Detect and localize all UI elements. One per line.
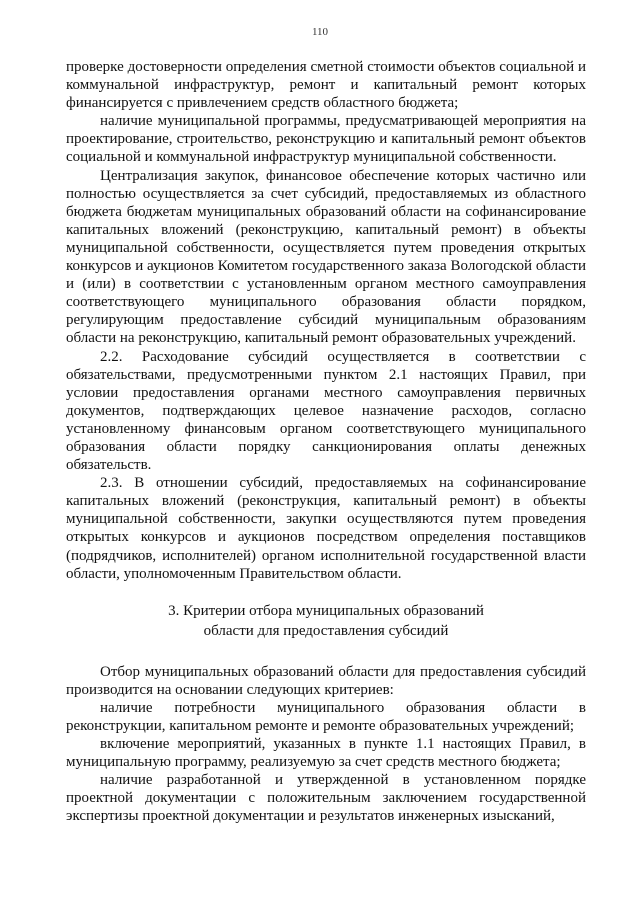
page-number: 110 [311,26,329,38]
section-heading-line-2: области для предоставления субсидий [203,622,449,639]
paragraph-continuation: проверке достоверности определения сметной стоимости объектов социальной и коммунальной инфраструктур, ремонт и капитальный ремонт которых финансируется с привлечением средств областного бюджета; [66,59,586,112]
document-body [66,58,586,826]
paragraph-program-criterion: наличие муниципальной программы, предусматривающей мероприятия на проектирование, строительство, реконструкцию и капитальный ремонт объектов социальной и коммунальной инфраструктур муниципальной собственности. [66,113,586,166]
paragraph-selection-intro: Отбор муниципальных образований области для предоставления субсидий производится на основании следующих критериев: [66,663,586,698]
paragraph-2-2: 2.2. Расходование субсидий осуществляется в соответствии с обязательствами, предусмотренными пунктом 2.1 настоящих Правил, при условии предоставления органами местного самоуправления первичных документов, подтверждающих целевое назначение расходов, согласно установленному финансовым органом соответствующего муниципального образования области порядку санкционирования оплаты денежных обязательств. [66,348,586,474]
section-heading-line-1: 3. Критерии отбора муниципальных образований [168,602,484,619]
paragraph-2-3: 2.3. В отношении субсидий, предоставляемых на софинансирование капитальных вложений (реконструкция, капитальный ремонт) в объекты муниципальной собственности, закупки осуществляются путем проведения открытых конкурсов и аукционов посредством определения поставщиков (подрядчиков, исполнителей) органом исполнительной государственной власти области, уполномоченным Правительством области. [66,475,586,582]
section-heading [66,601,586,641]
paragraph-criterion-program: включение мероприятий, указанных в пункте 1.1 настоящих Правил, в муниципальную программу, реализуемую за счет средств местного бюджета; [66,736,586,771]
paragraph-criterion-documentation: наличие разработанной и утвержденной в установленном порядке проектной документации с положительным заключением государственной экспертизы проектной документации и результатов инженерных изысканий, [66,772,586,825]
paragraph-procurement-centralization: Централизация закупок, финансовое обеспечение которых частично или полностью осуществляется за счет субсидий, предоставляемых из областного бюджета бюджетам муниципальных образований области на софинансирование капитальных вложений (реконструкцию, капитальный ремонт) в объекты муниципальной собственности, осуществляется путем проведения открытых конкурсов и аукционов Комитетом государственного заказа Вологодской области и (или) в соответствии с установленным органом местного самоуправления соответствующего муниципального образования области порядком, регулирующим предоставление субсидий муниципальным образованиям области на реконструкцию, капитальный ремонт образовательных учреждений. [66,167,586,347]
paragraph-criterion-need: наличие потребности муниципального образования области в реконструкции, капитальном ремонте и ремонте образовательных учреждений; [66,699,586,734]
